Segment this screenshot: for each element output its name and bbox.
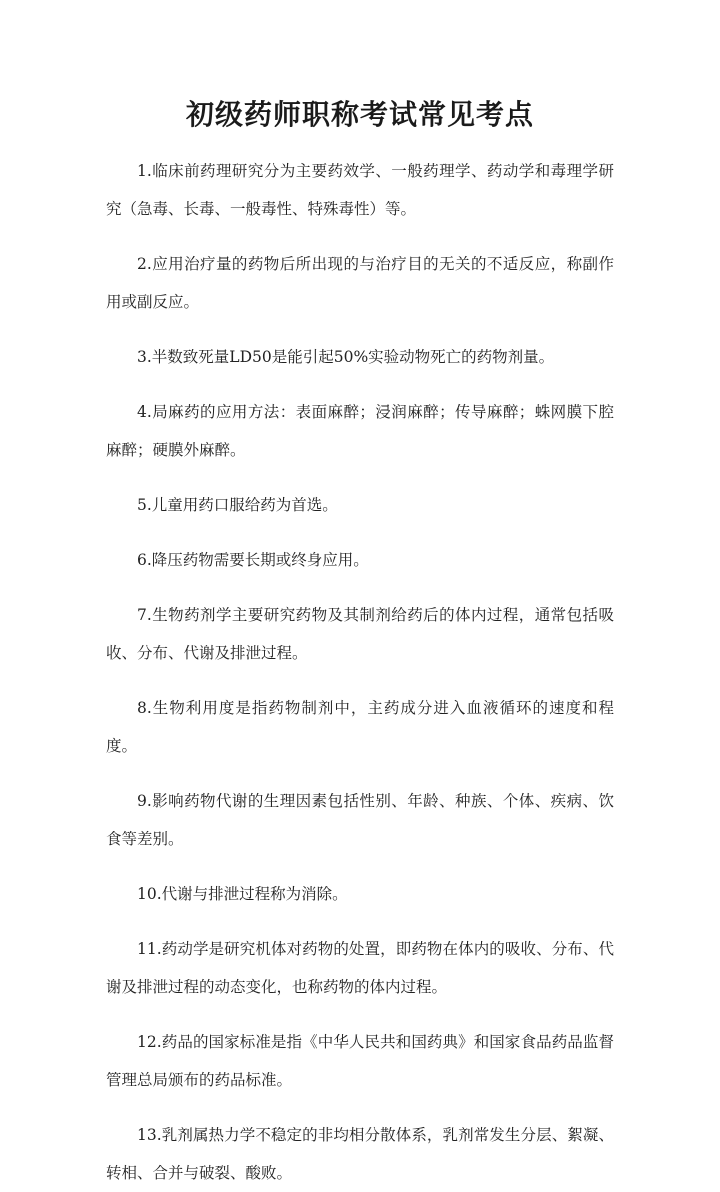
key-point-item: 5.儿童用药口服给药为首选。 — [137, 496, 338, 514]
key-point-item: 2.应用治疗量的药物后所出现的与治疗目的无关的不适反应，称副作用或副反应。 — [106, 255, 614, 311]
document-title: 初级药师职称考试常见考点 — [185, 98, 534, 131]
key-point-item: 11.药动学是研究机体对药物的处置，即药物在体内的吸收、分布、代谢及排泄过程的动态变化，也称药物的体内过程。 — [106, 940, 614, 996]
key-point-item: 9.影响药物代谢的生理因素包括性别、年龄、种族、个体、疾病、饮食等差别。 — [106, 792, 614, 848]
key-point-item: 13.乳剂属热力学不稳定的非均相分散体系，乳剂常发生分层、絮凝、转相、合并与破裂、酸败。 — [106, 1126, 614, 1182]
key-point-item: 10.代谢与排泄过程称为消除。 — [137, 885, 348, 903]
key-point-item: 6.降压药物需要长期或终身应用。 — [137, 551, 369, 569]
key-points-list — [106, 152, 614, 1192]
key-point-item: 8.生物利用度是指药物制剂中，主药成分进入血液循环的速度和程度。 — [106, 699, 614, 755]
key-point-item: 1.临床前药理研究分为主要药效学、一般药理学、药动学和毒理学研究（急毒、长毒、一般毒性、特殊毒性）等。 — [106, 162, 614, 218]
key-point-item: 3.半数致死量LD50是能引起50%实验动物死亡的药物剂量。 — [137, 348, 555, 366]
key-point-item: 7.生物药剂学主要研究药物及其制剂给药后的体内过程，通常包括吸收、分布、代谢及排泄过程。 — [106, 606, 614, 662]
key-point-item: 12.药品的国家标准是指《中华人民共和国药典》和国家食品药品监督管理总局颁布的药品标准。 — [106, 1033, 614, 1089]
key-point-item: 4.局麻药的应用方法：表面麻醉；浸润麻醉；传导麻醉；蛛网膜下腔麻醉；硬膜外麻醉。 — [106, 403, 614, 459]
